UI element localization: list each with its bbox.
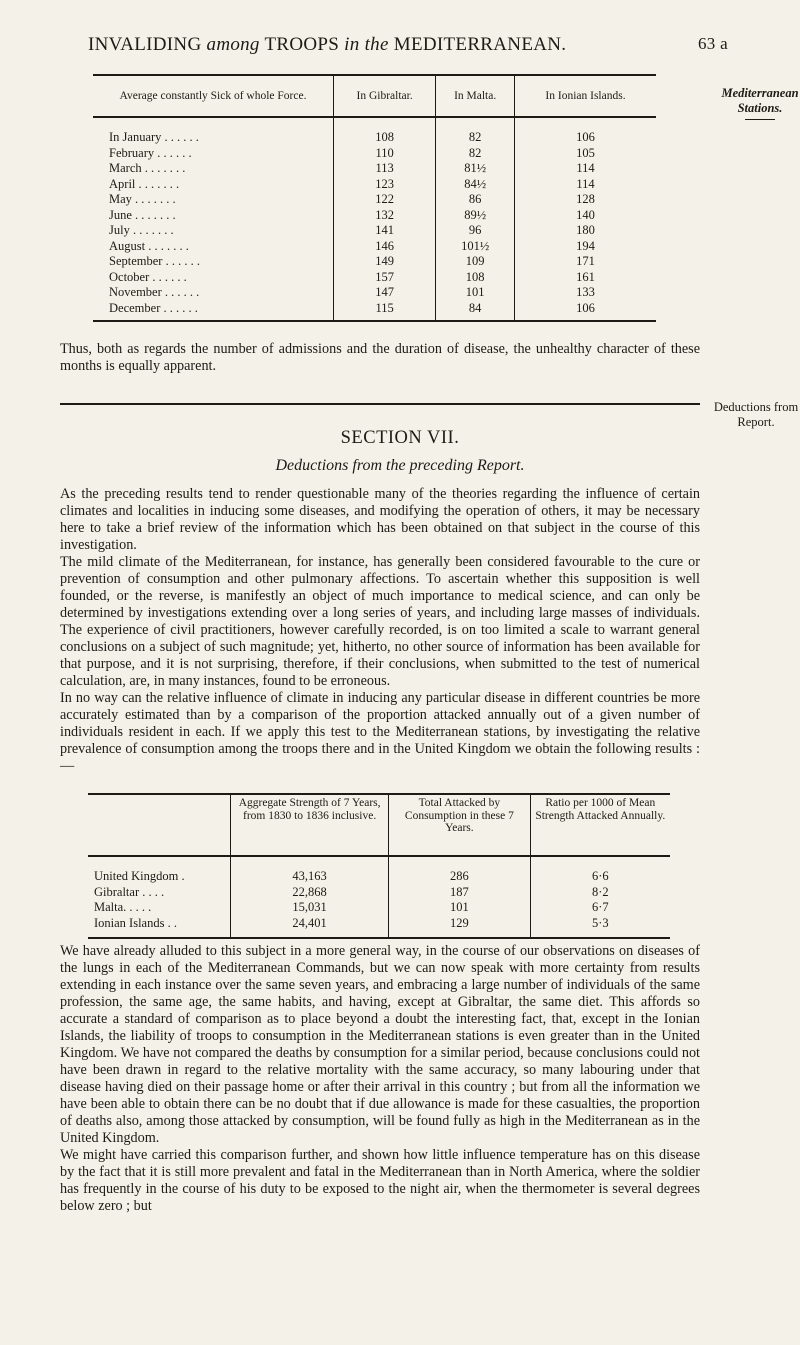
table-cell: 187	[389, 885, 530, 901]
table-cell: 43,163	[231, 856, 389, 885]
margin-note-stations-text: Mediterranean Stations.	[721, 86, 799, 115]
row-label: June . . . . . . .	[109, 207, 176, 222]
table-cell: 82	[436, 146, 515, 162]
row-label: Gibraltar . . . .	[94, 884, 165, 899]
row-label: In January . . . . . .	[109, 130, 199, 145]
margin-note-deductions: Deductions from Report.	[713, 400, 799, 429]
table-row	[93, 177, 656, 193]
table-cell: 86	[436, 192, 515, 208]
running-head	[88, 34, 728, 56]
table-cell: 114	[515, 161, 656, 177]
table-cell: 115	[334, 301, 436, 322]
row-label: October . . . . . .	[109, 269, 187, 284]
paragraph: The mild climate of the Mediterranean, for instance, has generally been considered favourable to the cure or prevention of consumption and other pulmonary affections. To ascertain whether this supposition is well founded, or the reverse, is manifestly an object of much importance to medical science, and can only be determined by investigations extending over a long series of years, and including large masses of individuals. The experience of civil practitioners, however carefully recorded, is on too limited a scale to warrant general conclusions on a subject of such magnitude; yet, hitherto, no other source of information has been available for that purpose, and it is not surprising, therefore, if their conclusions, when submitted to the test of numerical calculation, are, in many instances, found to be erroneous.	[60, 554, 700, 689]
table-cell: 180	[515, 223, 656, 239]
table-cell: 133	[515, 285, 656, 301]
table-header-row	[93, 75, 656, 117]
table-row	[93, 117, 656, 146]
table-cell: 286	[389, 856, 530, 885]
table-cell: 140	[515, 208, 656, 224]
running-head-title: INVALIDING among TROOPS in the MEDITERRANEAN.	[88, 34, 567, 55]
table-row	[93, 301, 656, 322]
table-cell: 157	[334, 270, 436, 286]
table-cell: 108	[334, 117, 436, 146]
section-divider	[60, 403, 700, 405]
table-cell: 109	[436, 254, 515, 270]
table-row	[93, 161, 656, 177]
table-cell: 22,868	[231, 885, 389, 901]
table-cell: 81½	[436, 161, 515, 177]
page-number: 63 a	[698, 34, 728, 53]
table-cell: 6·6	[530, 856, 670, 885]
table-cell: 89½	[436, 208, 515, 224]
row-label: Ionian Islands . .	[94, 915, 177, 930]
table-cell: 101	[389, 900, 530, 916]
table-cell: 96	[436, 223, 515, 239]
table-cell: 106	[515, 117, 656, 146]
row-label: September . . . . . .	[109, 254, 200, 269]
row-label: United Kingdom .	[94, 869, 185, 884]
row-label: November . . . . . .	[109, 285, 200, 300]
table-cell: 84½	[436, 177, 515, 193]
table-cell: 101	[436, 285, 515, 301]
table-row	[93, 270, 656, 286]
paragraph: In no way can the relative influence of climate in inducing any particular disease in different countries be more accurately estimated than by a comparison of the proportion attacked annually out of a given number of individuals resident in each. If we apply this test to the Mediterranean stations, by investigating the relative prevalence of consumption among the troops there and in the United Kingdom we obtain the following results :—	[60, 690, 700, 774]
table-cell: 114	[515, 177, 656, 193]
section-subtitle: Deductions from the preceding Report.	[275, 457, 525, 474]
table-cell: 149	[334, 254, 436, 270]
table-cell: 194	[515, 239, 656, 255]
table-cell: 132	[334, 208, 436, 224]
table-cell: 113	[334, 161, 436, 177]
table-header-row	[88, 794, 670, 856]
table-cell: 84	[436, 301, 515, 322]
body-text-b	[60, 943, 700, 1215]
table-cell: 110	[334, 146, 436, 162]
table-row	[93, 146, 656, 162]
paragraph: As the preceding results tend to render questionable many of the theories regarding the influence of certain climates and localities in inducing some diseases, and modifying the operation of others, it may be necessary here to take a brief review of the information which has been obtained on that subject in the course of this investigation.	[60, 486, 700, 553]
body-text-a	[60, 486, 700, 775]
column-header: In Malta.	[436, 75, 515, 117]
consumption-table	[88, 793, 670, 939]
row-label: July . . . . . . .	[109, 223, 174, 238]
row-label: August . . . . . . .	[109, 238, 189, 253]
table-cell: 105	[515, 146, 656, 162]
column-header: Average constantly Sick of whole Force.	[93, 75, 334, 117]
table-cell: 101½	[436, 239, 515, 255]
table-row	[93, 254, 656, 270]
table-row	[88, 856, 670, 885]
table-cell: 171	[515, 254, 656, 270]
table-row	[93, 239, 656, 255]
table-cell: 161	[515, 270, 656, 286]
table-cell: 128	[515, 192, 656, 208]
table-cell: 141	[334, 223, 436, 239]
table-cell: 8·2	[530, 885, 670, 901]
table-cell: 15,031	[231, 900, 389, 916]
table-cell: 108	[436, 270, 515, 286]
thus-paragraph: Thus, both as regards the number of admissions and the duration of disease, the unhealthy character of these months is equally apparent.	[60, 341, 700, 374]
section-title: SECTION VII.	[340, 428, 460, 448]
column-header: Aggregate Strength of 7 Years, from 1830 to 1836 inclusive.	[231, 794, 389, 856]
table-row	[88, 885, 670, 901]
column-header	[88, 794, 231, 856]
sick-force-table	[93, 74, 656, 322]
table-cell: 129	[389, 916, 530, 939]
table-cell: 106	[515, 301, 656, 322]
row-label: May . . . . . . .	[109, 192, 176, 207]
table-cell: 122	[334, 192, 436, 208]
column-header: In Gibraltar.	[334, 75, 436, 117]
table-cell: 82	[436, 117, 515, 146]
table-cell: 6·7	[530, 900, 670, 916]
row-label: March . . . . . . .	[109, 161, 186, 176]
column-header: Total Attacked by Consumption in these 7 Years.	[389, 794, 530, 856]
table-cell: 147	[334, 285, 436, 301]
table-cell: 123	[334, 177, 436, 193]
column-header: In Ionian Islands.	[515, 75, 656, 117]
row-label: December . . . . . .	[109, 300, 198, 315]
table-row	[88, 916, 670, 939]
row-label: February . . . . . .	[109, 145, 192, 160]
table-cell: 24,401	[231, 916, 389, 939]
table-row	[93, 192, 656, 208]
row-label: April . . . . . . .	[109, 176, 180, 191]
paragraph: We might have carried this comparison further, and shown how little influence temperature has on this disease by the fact that it is still more prevalent and fatal in the Mediterranean than in North America, where the soldier has frequently in the course of his duty to be exposed to the night air, when the thermometer is several degrees below zero ; but	[60, 1147, 700, 1214]
table-row	[93, 208, 656, 224]
table-cell: 5·3	[530, 916, 670, 939]
margin-note-stations	[720, 86, 800, 120]
column-header: Ratio per 1000 of Mean Strength Attacked Annually.	[530, 794, 670, 856]
table-cell: 146	[334, 239, 436, 255]
table-row	[88, 900, 670, 916]
table-row	[93, 223, 656, 239]
row-label: Malta. . . . .	[94, 900, 152, 915]
table-row	[93, 285, 656, 301]
paragraph: We have already alluded to this subject in a more general way, in the course of our observations on diseases of the lungs in each of the Mediterranean Commands, but we can now speak with more certainty from results extending in each instance over the same seven years, and embracing a large number of individuals of the same profession, the same age, the same habits, and having, except at Gibraltar, the same diet. This affords so accurate a standard of comparison as to place beyond a doubt the interesting fact, that, except in the Ionian Islands, the liability of troops to consumption in the Mediterranean stations is even greater than in the United Kingdom. We have not compared the deaths by consumption for a similar period, because conclusions could not have been drawn in regard to the relative mortality with the same accuracy, so many labouring under that disease having died on their passage home or after their arrival in this country ; but from all the information we have been able to obtain there can be no doubt that if due allowance is made for these casualties, the proportion of deaths also, among those attacked by consumption, will be found fully as high in the Mediterranean as in the United Kingdom.	[60, 943, 700, 1146]
margin-note-rule	[745, 119, 775, 120]
